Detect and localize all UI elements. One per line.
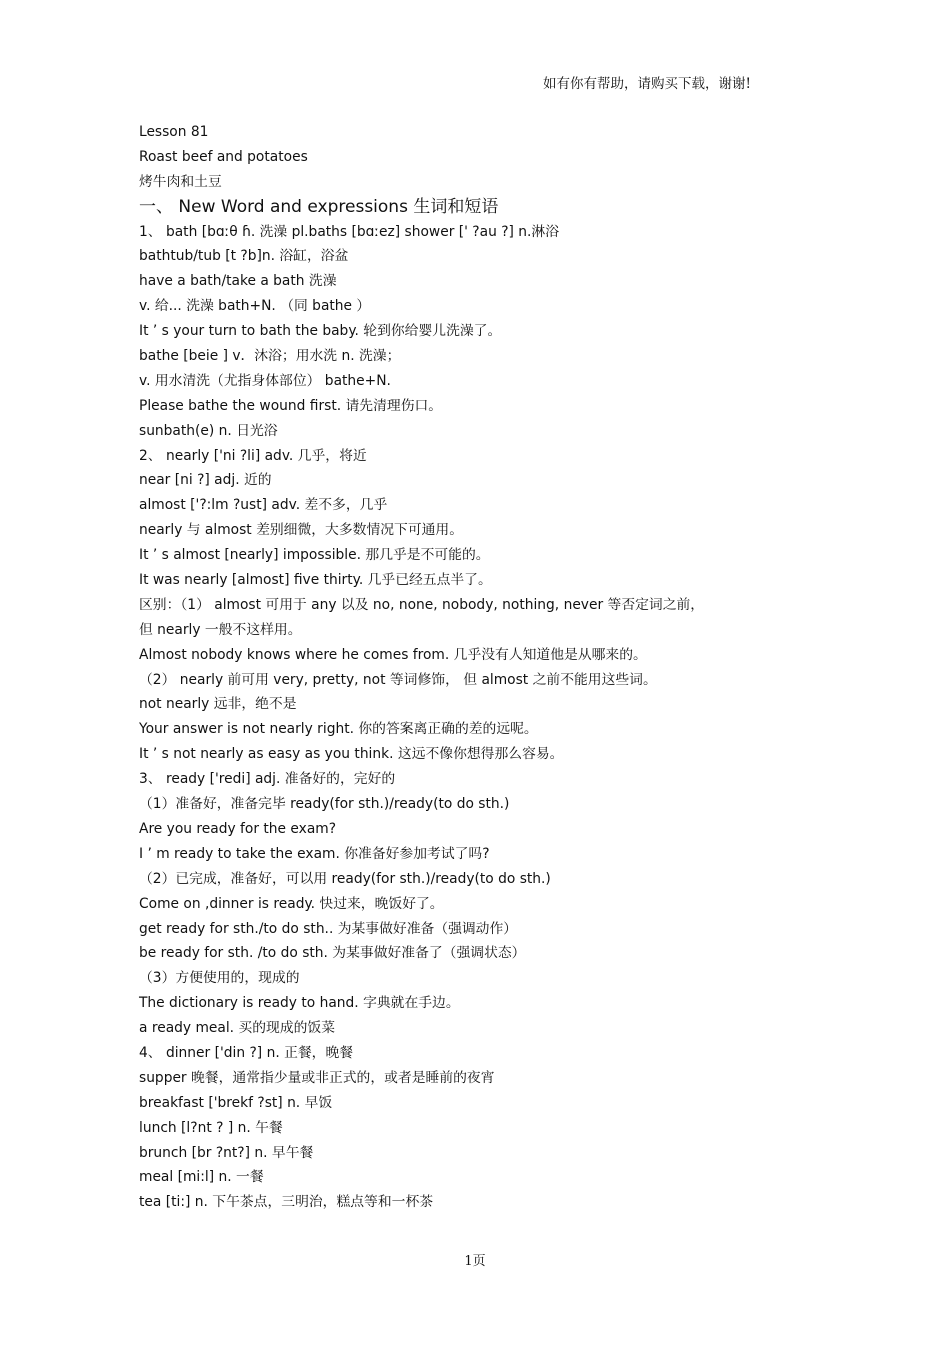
text-line: breakfast ['brekf ?st] n. 早饭 — [139, 1094, 333, 1111]
text-line: Almost nobody knows where he comes from. 几乎没有人知道他是从哪来的。 — [139, 646, 647, 663]
text-line: a ready meal. 买的现成的饭菜 — [139, 1020, 336, 1037]
text-line: It ’ s not nearly as easy as you think. 这远不像你想得那么容易。 — [139, 746, 564, 763]
text-line: （2） nearly 前可用 very, pretty, not 等词修饰， 但 almost 之前不能用这些词。 — [139, 671, 657, 688]
text-line: v. 用水清洗（尤指身体部位） bathe+N. — [139, 372, 391, 389]
text-line: （1）准备好，准备完毕 ready(for sth.)/ready(to do sth.) — [139, 796, 510, 813]
text-line: 3、 ready ['redi] adj. 准备好的，完好的 — [139, 771, 396, 788]
text-line: 区别：（1） almost 可用于 any 以及 no, none, nobody, nothing, never 等否定词之前， — [139, 596, 705, 613]
text-line: meal [mi:l] n. 一餐 — [139, 1169, 264, 1186]
text-line: nearly 与 almost 差别细微，大多数情况下可通用。 — [139, 522, 464, 539]
text-line: brunch [br ?nt?] n. 早午餐 — [139, 1144, 314, 1161]
text-line: Your answer is not nearly right. 你的答案离正确的差的远呢。 — [139, 721, 538, 738]
text-line: （3）方便使用的，现成的 — [139, 970, 300, 987]
text-line: lunch [l?nt ? ] n. 午餐 — [139, 1119, 283, 1136]
text-line: I ’ m ready to take the exam. 你准备好参加考试了吗? — [139, 845, 490, 862]
text-line: be ready for sth. /to do sth. 为某事做好准备了（强调状态） — [139, 945, 526, 962]
text-line: v. 给... 洗澡 bath+N. （同 bathe ） — [139, 298, 371, 315]
text-line: not nearly 远非，绝不是 — [139, 696, 297, 713]
text-line: It ’ s almost [nearly] impossible. 那几乎是不可能的。 — [139, 547, 490, 564]
text-line: bathtub/tub [t ?b]n. 浴缸，浴盆 — [139, 248, 349, 265]
page-number: 1页 — [464, 1254, 486, 1269]
text-line: Lesson 81 — [139, 124, 209, 140]
document-body — [139, 120, 819, 1215]
text-line: The dictionary is ready to hand. 字典就在手边。 — [139, 995, 460, 1012]
text-line: almost ['?:lm ?ust] adv. 差不多，几乎 — [139, 497, 388, 514]
text-line: Are you ready for the exam? — [139, 820, 337, 837]
text-line: 2、 nearly ['ni ?li] adv. 几乎，将近 — [139, 447, 367, 464]
text-line: near [ni ?] adj. 近的 — [139, 472, 272, 489]
text-line: 烤牛肉和土豆 — [139, 173, 222, 190]
text-line: （2）已完成，准备好，可以用 ready(for sth.)/ready(to do sth.) — [139, 870, 551, 887]
text-line: It ’ s your turn to bath the baby. 轮到你给婴儿洗澡了。 — [139, 323, 502, 340]
text-line: tea [ti:] n. 下午茶点，三明治，糕点等和一杯茶 — [139, 1194, 434, 1211]
text-line: It was nearly [almost] five thirty. 几乎已经五点半了。 — [139, 572, 492, 589]
text-line: supper 晚餐，通常指少量或非正式的，或者是睡前的夜宵 — [139, 1069, 495, 1086]
text-line: Please bathe the wound first. 请先清理伤口。 — [139, 397, 443, 414]
text-line: 1、 bath [bɑːθ ɦ. 洗澡 pl.baths [bɑːez] shower [' ?au ?] n.淋浴 — [139, 223, 560, 240]
text-line: get ready for sth./to do sth.. 为某事做好准备（强调动作） — [139, 920, 518, 937]
header-note: 如有你有帮助，请购买下载，谢谢! — [543, 76, 751, 92]
text-line: sunbath(e) n. 日光浴 — [139, 422, 278, 439]
text-line: 4、 dinner ['din ?] n. 正餐，晚餐 — [139, 1044, 354, 1061]
text-line: Roast beef and potatoes — [139, 148, 308, 165]
text-line: Come on ,dinner is ready. 快过来，晚饭好了。 — [139, 895, 444, 912]
section-heading: 一、 New Word and expressions 生词和短语 — [139, 196, 499, 217]
text-line: 但 nearly 一般不这样用。 — [139, 621, 302, 638]
text-line: have a bath/take a bath 洗澡 — [139, 273, 337, 290]
text-line: bathe [beie ] v．沐浴；用水洗 n. 洗澡； — [139, 348, 401, 365]
